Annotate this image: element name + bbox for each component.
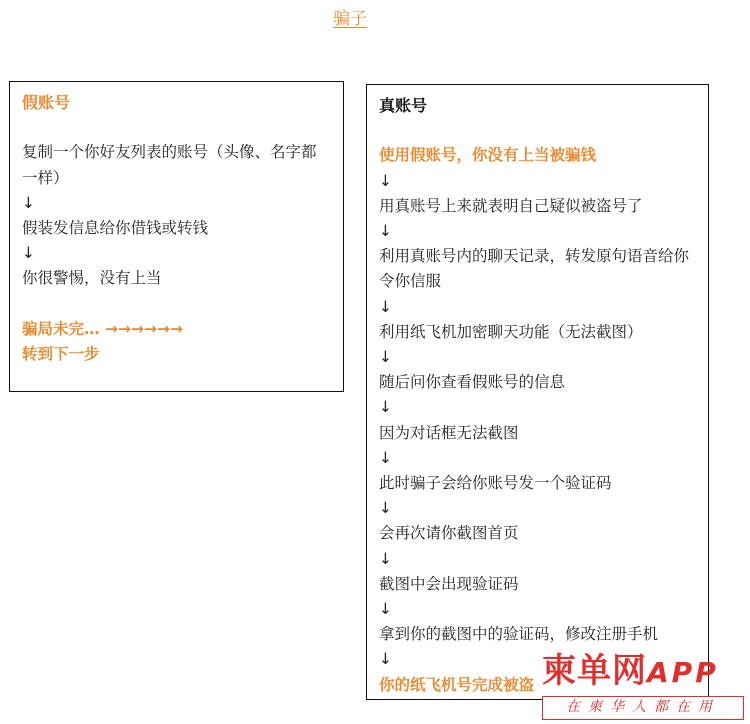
watermark-brand-name: 柬单网 (542, 651, 647, 691)
step-text: 拿到你的截图中的验证码，修改注册手机 (379, 625, 659, 644)
page-title: 骗子 (333, 9, 367, 29)
spacer (379, 118, 696, 143)
step-text: 随后问你查看假账号的信息 (379, 373, 566, 392)
step-text: 截图中会出现验证码 (379, 574, 519, 593)
real-account-heading: 真账号 (379, 96, 428, 115)
spacer (22, 115, 331, 140)
step-text: 利用真账号内的聊天记录，转发原句语音给你令你信服 (379, 247, 690, 291)
fake-account-heading: 假账号 (22, 93, 71, 112)
next-step-text: 转到下一步 (22, 345, 100, 363)
step-text: 因为对话框无法截图 (379, 423, 519, 442)
watermark-logo (542, 652, 746, 722)
down-arrow-icon: ↓ (379, 171, 392, 190)
step-text: 此时骗子会给你账号发一个验证码 (379, 474, 612, 493)
fake-account-box (9, 81, 344, 392)
step-text: 假装发信息给你借钱或转钱 (22, 219, 209, 237)
lead-text: 使用假账号，你没有上当被骗钱 (379, 146, 597, 165)
step-text: 复制一个你好友列表的账号（头像、名字都一样） (22, 143, 317, 187)
watermark-brand (542, 652, 719, 692)
down-arrow-icon: ↓ (379, 348, 392, 367)
down-arrow-icon: ↓ (379, 600, 392, 619)
real-account-box (366, 84, 709, 700)
down-arrow-icon: ↓ (22, 244, 35, 263)
down-arrow-icon: ↓ (379, 297, 392, 316)
step-text: 利用纸飞机加密聊天功能（无法截图） (379, 322, 643, 341)
scam-continues-text: 骗局未完… →→→→→→ (22, 319, 183, 338)
final-result-text: 你的纸飞机号完成被盗 (379, 675, 535, 694)
watermark-app-text: APP (647, 656, 719, 689)
down-arrow-icon: ↓ (379, 499, 392, 518)
step-text: 用真账号上来就表明自己疑似被盗号了 (379, 196, 643, 215)
down-arrow-icon: ↓ (379, 549, 392, 568)
down-arrow-icon: ↓ (379, 222, 392, 240)
down-arrow-icon: ↓ (379, 650, 392, 669)
watermark-slogan: 在柬华人都在用 (542, 696, 744, 720)
down-arrow-icon: ↓ (379, 448, 392, 467)
step-text: 会再次请你截图首页 (379, 524, 519, 543)
down-arrow-icon: ↓ (22, 193, 35, 212)
step-text: 你很警惕，没有上当 (22, 269, 162, 288)
down-arrow-icon: ↓ (379, 398, 392, 417)
spacer (22, 292, 331, 317)
